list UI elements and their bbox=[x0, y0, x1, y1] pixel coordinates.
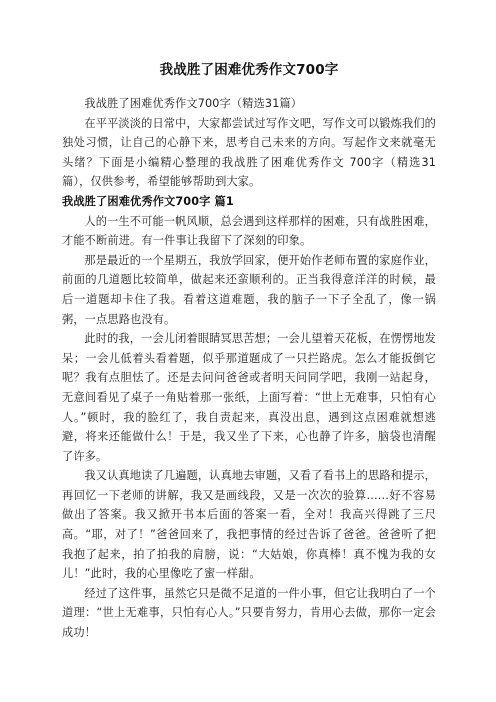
body-paragraph-3: 此时的我，一会儿闭着眼睛冥思苦想；一会儿望着天花板，在愣愣地发呆；一会儿低着头看着题，似乎那道题成了一只拦路虎。怎么才能扳倒它呢？我有点胆怯了。还是去问问爸爸或者明天问同学吧，我刚一站起身，无意间看见了桌子一角贴着那一张纸，上面写着：“世上无难事，只怕有心人。”顿时，我的脸红了，我自责起来，真没出息，遇到这点困难就想逃避，将来还能做什么！于是，我又坐了下来，心也静了许多，脑袋也清醒了许多。 bbox=[62, 332, 436, 463]
body-paragraph-4: 我又认真地读了几遍题，认真地去审题，又看了看书上的思路和提示，再回忆一下老师的讲解，我又是画线段，又是一次次的验算……好不容易做出了答案。我又掀开书本后面的答案一看，全对！我高兴得跳了三尺高。“耶，对了！”爸爸回来了，我把事情的经过告诉了爸爸。爸爸听了把我抱了起来，拍了拍我的肩膀，说：“大姑娘，你真棒！真不愧为我的女儿！”此时，我的心里像吃了蜜一样甜。 bbox=[62, 469, 436, 581]
page-title: 我战胜了困难优秀作文700字 bbox=[159, 62, 339, 78]
subtitle-paragraph: 我战胜了困难优秀作文700字（精选31篇） bbox=[84, 97, 303, 110]
section-heading: 我战胜了困难优秀作文700字 篇1 bbox=[62, 194, 234, 208]
intro-paragraph: 在平平淡淡的日常中，大家都尝试过写作文吧，写作文可以锻炼我们的独处习惯，让自己的心静下来，思考自己未来的方向。写起作文来就毫无头绪？下面是小编精心整理的我战胜了困难优秀作文 700字（精选31篇），仅供参考，希望能够帮助到大家。 bbox=[62, 116, 436, 189]
body-paragraph-2: 那是最近的一个星期五，我放学回家，便开始作老师布置的家庭作业，前面的几道题比较简单，做起来还蛮顺利的。正当我得意洋洋的时候，最后一道题却卡住了我。看着这道难题，我的脑子一下子全乱了，像一锅粥，一点思路也没有。 bbox=[62, 253, 436, 326]
body-paragraph-1: 人的一生不可能一帆风顺，总会遇到这样那样的困难，只有战胜困难，才能不断前进。有一件事让我留下了深刻的印象。 bbox=[62, 214, 436, 248]
body-paragraph-5: 经过了这件事，虽然它只是微不足道的一件小事，但它让我明白了一个道理：“世上无难事，只怕有心人。”只要肯努力，肯用心去做，那你一定会成功！ bbox=[62, 586, 436, 640]
document-page bbox=[62, 60, 436, 643]
